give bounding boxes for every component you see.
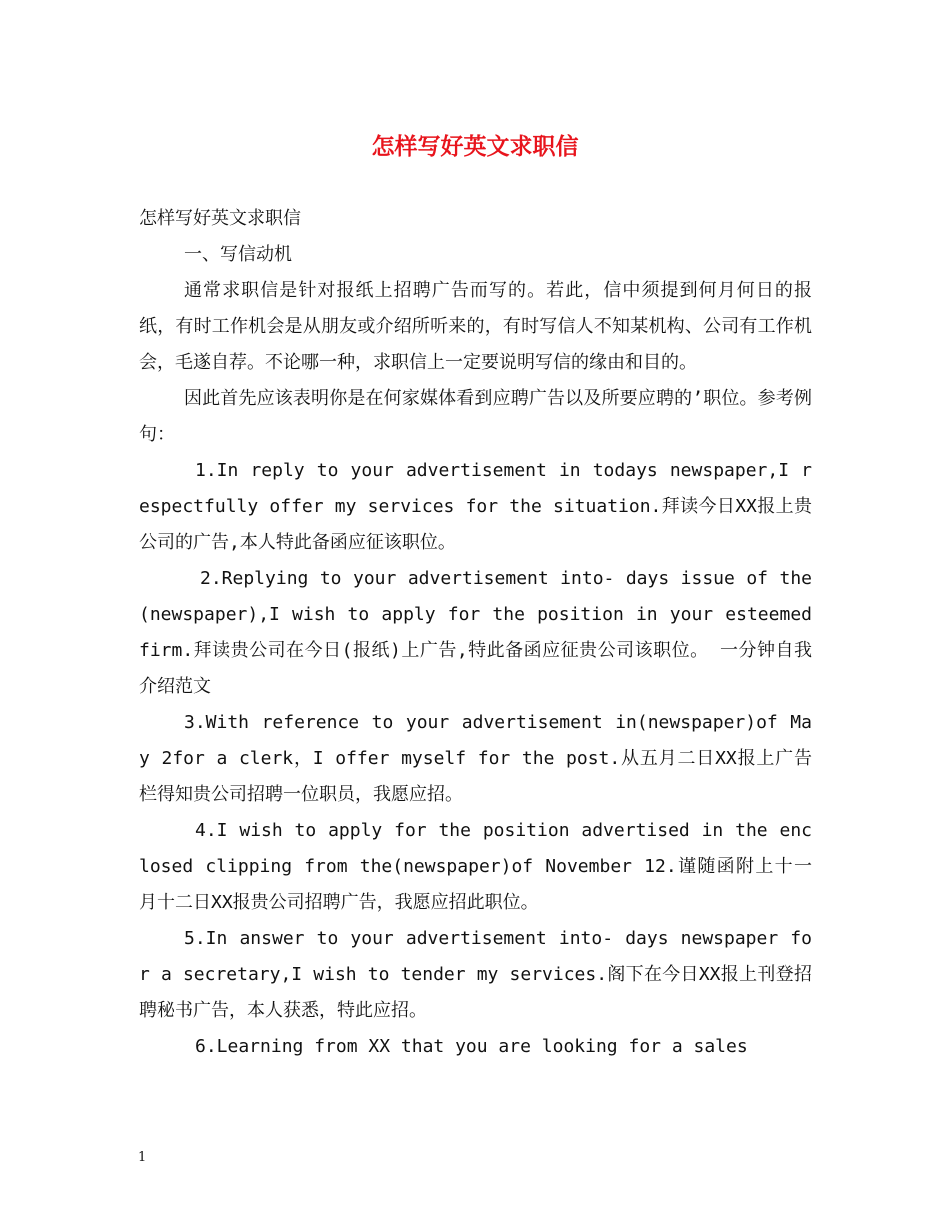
example-sentence: 6.Learning from XX that you are looking for a sales — [195, 1036, 748, 1057]
paragraph: 因此首先应该表明你是在何家媒体看到应聘广告以及所要应聘的’职位。参考例句： — [139, 388, 812, 445]
paragraph: 通常求职信是针对报纸上招聘广告而写的。若此，信中须提到何月何日的报纸，有时工作机会是从朋友或介绍所听来的，有时写信人不知某机构、公司有工作机会，毛遂自荐。不论哪一种，求职信上一定要说明写信的缘由和目的。 — [139, 280, 812, 373]
page-number: 1 — [138, 1150, 147, 1165]
document-body — [139, 201, 812, 1065]
section-heading: 一、写信动机 — [184, 244, 292, 265]
example-sentence: 4.I wish to apply for the position advertised in the enclosed clipping from the(newspaper)of November 12.谨随函附上十一月十二日XX报贵公司招聘广告，我愿应招此职位。 — [139, 820, 812, 913]
paragraph-heading: 怎样写好英文求职信 — [139, 208, 301, 229]
example-sentence: 3.With reference to your advertisement in(newspaper)of May 2for a clerk，I offer myself for the post.从五月二日XX报上广告栏得知贵公司招聘一位职员，我愿应招。 — [139, 712, 812, 805]
example-sentence: 1.In reply to your advertisement in todays newspaper,I respectfully offer my services for the situation.拜读今日XX报上贵公司的广告,本人特此备函应征该职位。 — [139, 460, 812, 553]
document-title: 怎样写好英文求职信 — [371, 133, 579, 160]
example-sentence: 5.In answer to your advertisement into- days newspaper for a secretary,I wish to tender my services.阁下在今日XX报上刊登招聘秘书广告，本人获悉，特此应招。 — [139, 928, 812, 1021]
example-sentence: 2.Replying to your advertisement into- days issue of the(newspaper),I wish to apply for the position in your esteemed firm.拜读贵公司在今日(报纸)上广告,特此备函应征贵公司该职位。 一分钟自我介绍范文 — [139, 568, 812, 697]
